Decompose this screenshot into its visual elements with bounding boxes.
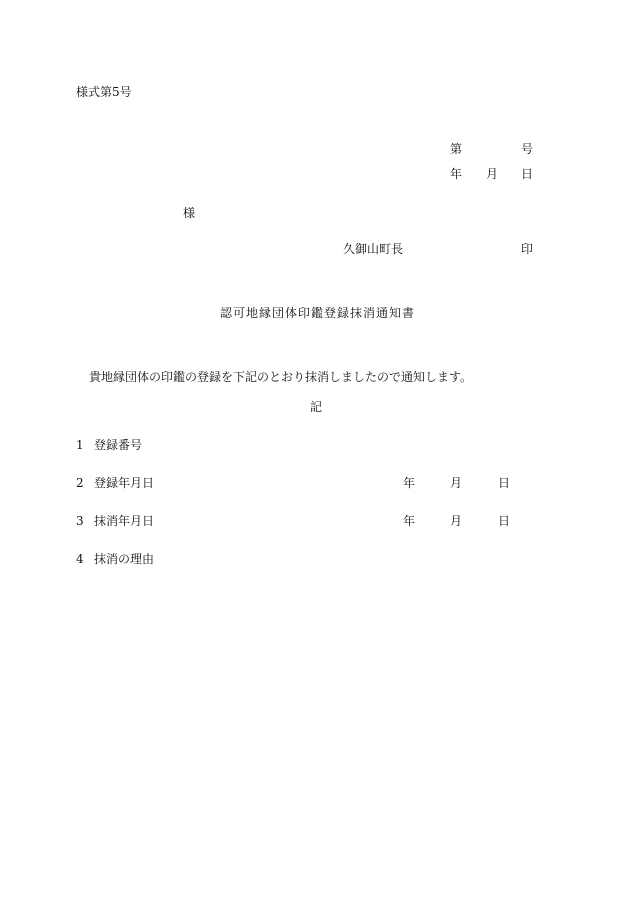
form-number: 様式第5号: [76, 85, 132, 99]
item-number: 3: [76, 514, 84, 528]
item-month: 月: [450, 476, 463, 490]
item-day: 日: [498, 514, 511, 528]
item-label: 抹消年月日: [94, 514, 155, 528]
issue-date-month: 月: [486, 167, 499, 181]
item-label: 抹消の理由: [94, 552, 155, 566]
item-number: 2: [76, 476, 84, 490]
reference-gou: 号: [521, 142, 534, 156]
item-day: 日: [498, 476, 511, 490]
item-label: 登録番号: [94, 438, 143, 452]
item-number: 1: [76, 438, 84, 452]
body-text: 貴地縁団体の印鑑の登録を下記のとおり抹消しましたので通知します。: [89, 370, 473, 384]
seal-mark: 印: [521, 242, 534, 256]
item-number: 4: [76, 552, 84, 566]
ki-heading: 記: [310, 400, 323, 414]
issue-date-year: 年: [450, 167, 463, 181]
item-label: 登録年月日: [94, 476, 155, 490]
reference-dai: 第: [450, 142, 463, 156]
addressee-suffix: 様: [183, 206, 196, 220]
item-year: 年: [403, 514, 416, 528]
document-title: 認可地縁団体印鑑登録抹消通知書: [220, 306, 416, 320]
item-year: 年: [403, 476, 416, 490]
issue-date-day: 日: [521, 167, 534, 181]
item-month: 月: [450, 514, 463, 528]
issuer-name: 久御山町長: [343, 242, 404, 256]
